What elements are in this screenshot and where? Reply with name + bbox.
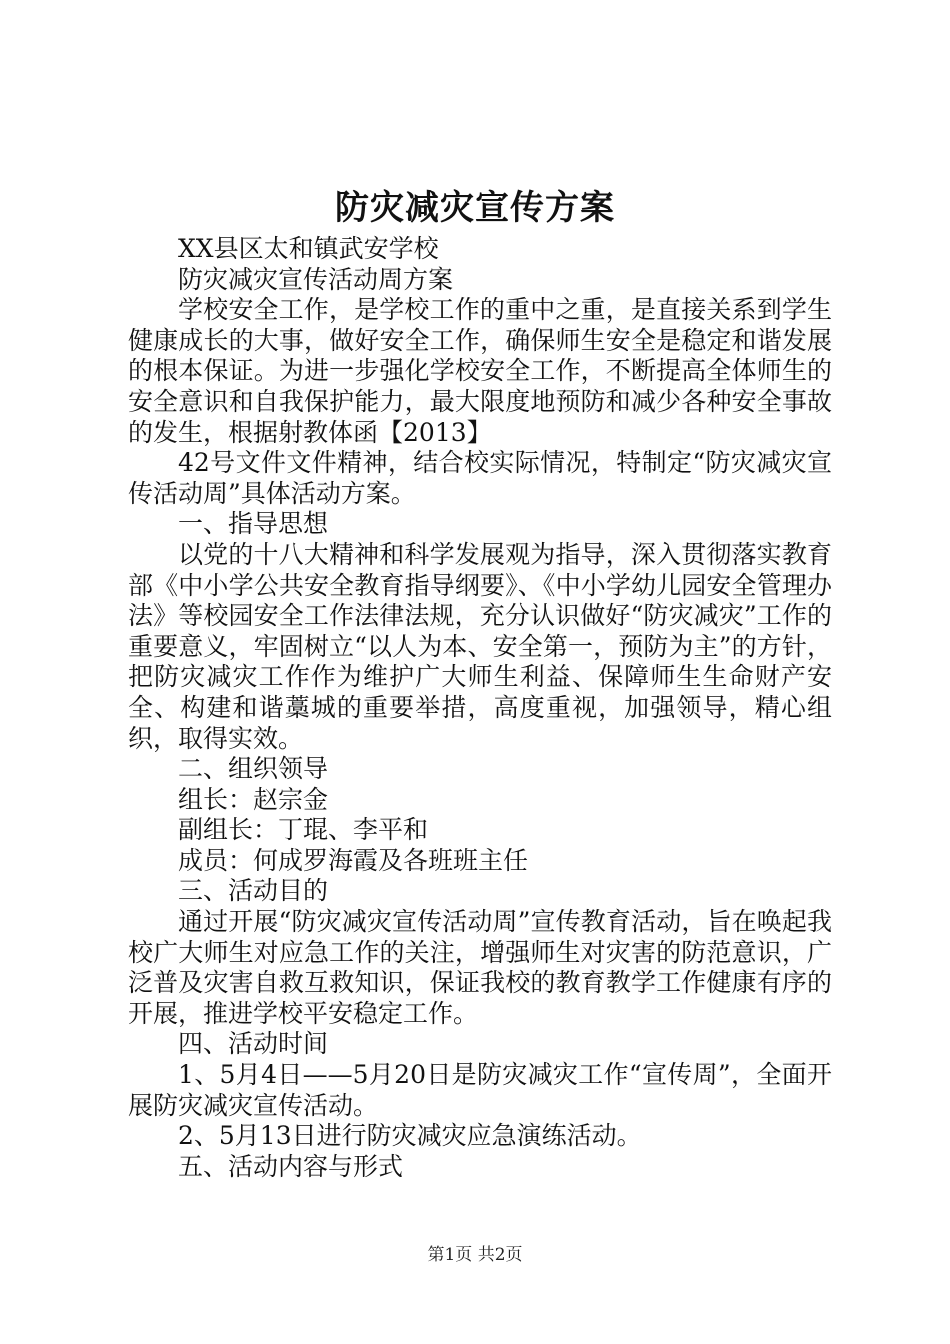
guiding-ideology-paragraph: 以党的十八大精神和科学发展观为指导，深入贯彻落实教育部《中小学公共安全教育指导纲要》、《中小学幼儿园安全管理办法》等校园安全工作法律法规，充分认识做好“防灾减灾”工作的重要意义，牢固树立“以人为本、安全第一，预防为主”的方针，把防灾减灾工作作为维护广大师生利益、保障师生生命财产安全、构建和谐藁城的重要举措，高度重视，加强领导，精心组织，取得实效。 bbox=[128, 539, 832, 753]
document-title: 防灾减灾宣传方案 bbox=[335, 188, 615, 228]
section-heading-time: 四、活动时间 bbox=[178, 1029, 329, 1059]
members-line: 成员：何成罗海霞及各班班主任 bbox=[178, 845, 529, 875]
intro-paragraph: 学校安全工作，是学校工作的重中之重，是直接关系到学生健康成长的大事，做好安全工作，确保师生安全是稳定和谐发展的根本保证。为进一步强化学校安全工作，不断提高全体师生的安全意识和自我保护能力，最大限度地预防和减少各种安全事故的发生，根据射教体函【2013】 bbox=[128, 295, 832, 447]
section-heading-organization: 二、组织领导 bbox=[178, 754, 329, 784]
page-number-footer: 第1页 共2页 bbox=[427, 1245, 523, 1265]
deputy-leader-line: 副组长：丁琨、李平和 bbox=[178, 815, 429, 845]
section-heading-guiding-ideology: 一、指导思想 bbox=[178, 509, 329, 539]
team-leader-line: 组长：赵宗金 bbox=[178, 784, 329, 814]
document-body bbox=[128, 234, 832, 1182]
purpose-paragraph: 通过开展“防灾减灾宣传活动周”宣传教育活动，旨在唤起我校广大师生对应急工作的关注，增强师生对灾害的防范意识，广泛普及灾害自救互救知识，保证我校的教育教学工作健康有序的开展，推进学校平安稳定工作。 bbox=[128, 907, 832, 1028]
intro-paragraph-continued: 42号文件文件精神，结合校实际情况，特制定“防灾减灾宣传活动周”具体活动方案。 bbox=[128, 448, 832, 508]
section-heading-content-form: 五、活动内容与形式 bbox=[178, 1151, 404, 1181]
time-item-1: 1、5月4日——5月20日是防灾减灾工作“宣传周”，全面开展防灾减灾宣传活动。 bbox=[128, 1060, 832, 1120]
school-name-line: XX县区太和镇武安学校 bbox=[178, 234, 439, 263]
section-heading-purpose: 三、活动目的 bbox=[178, 876, 329, 906]
time-item-2: 2、5月13日进行防灾减灾应急演练活动。 bbox=[178, 1121, 642, 1151]
plan-subtitle-line: 防灾减灾宣传活动周方案 bbox=[178, 264, 454, 294]
